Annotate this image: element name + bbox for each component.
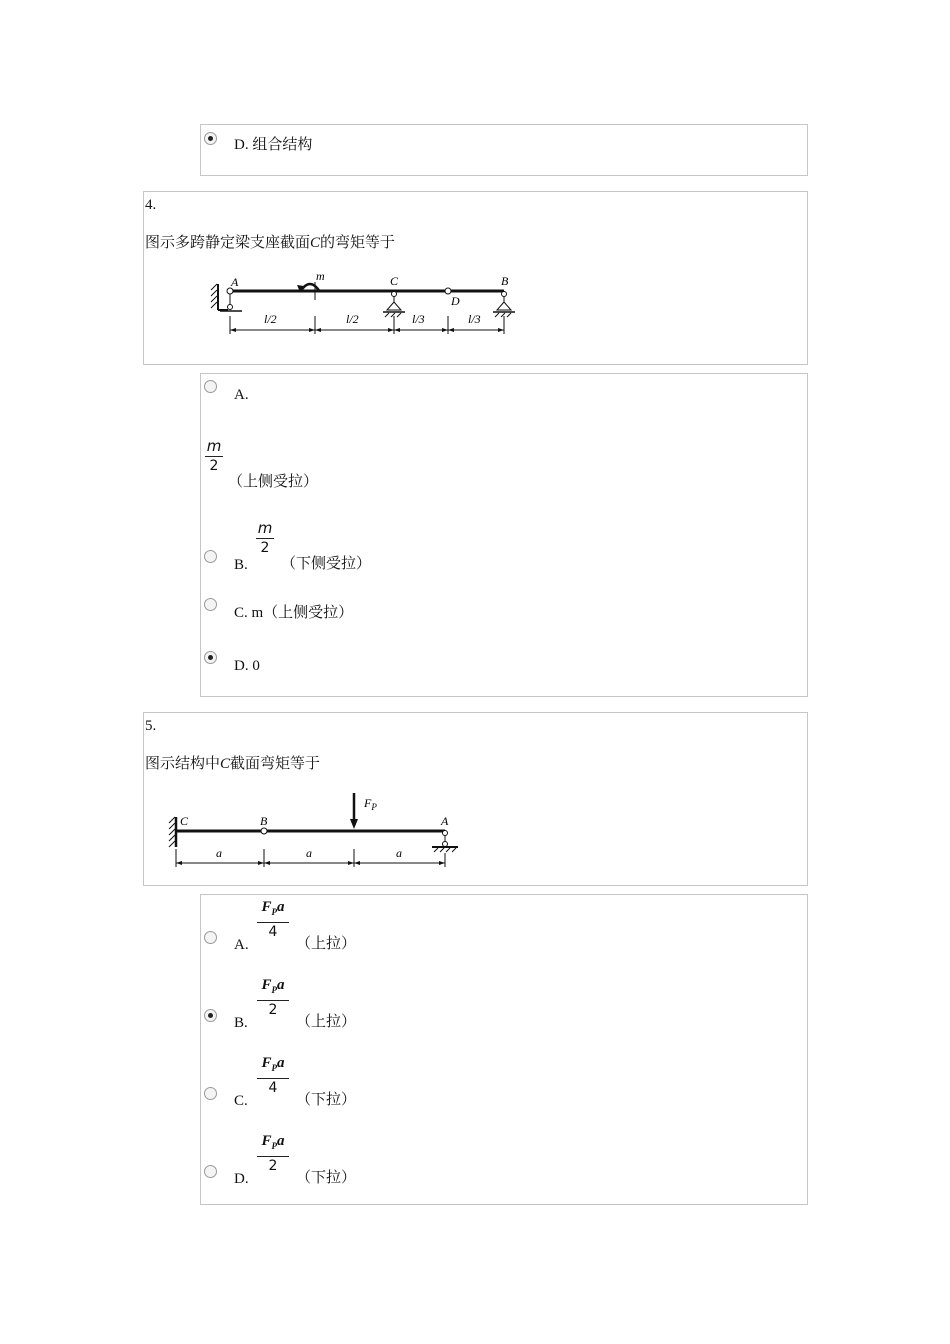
q4-option-c-radio[interactable] xyxy=(204,598,217,611)
q5-option-a-num-f: F xyxy=(261,899,272,915)
q4-label-d: D xyxy=(451,294,460,308)
fraction-bar xyxy=(257,1156,289,1157)
q4-option-a-num: m xyxy=(206,437,222,455)
q4-option-a-den: 2 xyxy=(209,458,219,474)
q4-dim-2: l/2 xyxy=(346,312,359,326)
q5-option-d-radio[interactable] xyxy=(204,1165,217,1178)
q4-option-b-radio[interactable] xyxy=(204,550,217,563)
q5-option-d-num xyxy=(257,1133,289,1155)
q4-beam-figure xyxy=(206,272,526,362)
q5-option-d-num-a: a xyxy=(277,1133,285,1149)
q4-dim-1: l/2 xyxy=(264,312,277,326)
q5-label-c: C xyxy=(180,814,189,828)
q5-option-c-num xyxy=(257,1055,289,1077)
q5-stem xyxy=(145,755,320,773)
q5-dim-1: a xyxy=(216,846,222,860)
q5-option-d-num-f: F xyxy=(261,1133,272,1149)
q5-stem-part2: 截面弯矩等于 xyxy=(230,756,321,772)
q5-label-a: A xyxy=(441,814,449,828)
q5-option-b-suffix: （上拉） xyxy=(296,1014,357,1030)
q5-option-a-fraction xyxy=(257,899,289,940)
q4-option-a-fraction xyxy=(205,438,223,474)
q5-stem-var: C xyxy=(220,756,231,772)
q4-stem-part1: 图示多跨静定梁支座截面 xyxy=(145,235,311,251)
q5-option-a-label: A. xyxy=(234,937,249,953)
q5-option-d-suffix: （下拉） xyxy=(296,1170,357,1186)
q5-option-a-suffix: （上拉） xyxy=(296,936,357,952)
q4-number: 4. xyxy=(145,197,157,213)
q4-option-a-suffix: （上侧受拉） xyxy=(228,474,319,490)
q4-option-a-label: A. xyxy=(234,387,249,403)
q5-option-d-fraction xyxy=(257,1133,289,1174)
q4-dim-3: l/3 xyxy=(412,312,425,326)
q5-option-b-radio[interactable] xyxy=(204,1009,217,1022)
q5-option-a-den: 4 xyxy=(268,924,278,940)
q4-stem xyxy=(145,234,395,252)
fraction-bar xyxy=(257,1078,289,1079)
q5-option-c-num-f: F xyxy=(261,1055,272,1071)
q5-beam-figure xyxy=(164,789,474,879)
q4-stem-part2: 的弯矩等于 xyxy=(320,235,396,251)
q5-option-a-radio[interactable] xyxy=(204,931,217,944)
q4-label-m: m xyxy=(316,272,325,283)
q5-label-b: B xyxy=(260,814,268,828)
q5-option-c-radio[interactable] xyxy=(204,1087,217,1100)
fraction-bar xyxy=(257,922,289,923)
q5-option-b-label: B. xyxy=(234,1015,248,1031)
q3-options-box xyxy=(200,124,808,176)
q4-option-b-label: B. xyxy=(234,557,248,573)
q5-option-d-label: D. xyxy=(234,1171,249,1187)
q5-option-c-num-a: a xyxy=(277,1055,285,1071)
q4-label-b: B xyxy=(501,274,509,288)
q5-stem-part1: 图示结构中 xyxy=(145,756,221,772)
q4-option-d-radio[interactable] xyxy=(204,651,217,664)
q5-option-d-den: 2 xyxy=(268,1158,278,1174)
fraction-bar xyxy=(205,456,223,457)
fraction-bar xyxy=(257,1000,289,1001)
q5-option-b-num xyxy=(257,977,289,999)
q5-label-f-sub: P xyxy=(371,802,377,812)
q5-option-b-den: 2 xyxy=(268,1002,278,1018)
q5-number: 5. xyxy=(145,718,157,734)
q5-options-box xyxy=(200,894,808,1205)
q5-option-c-fraction xyxy=(257,1055,289,1096)
q5-option-d-num-sub: P xyxy=(271,1141,277,1151)
q5-option-a-num xyxy=(257,899,289,921)
q5-label-fp xyxy=(363,796,377,812)
q4-stem-var: C xyxy=(310,235,321,251)
q3-option-d-label: D. 组合结构 xyxy=(234,137,313,153)
q3-option-d-radio[interactable] xyxy=(204,132,217,145)
q5-option-a-num-a: a xyxy=(277,899,285,915)
q4-option-b-fraction xyxy=(256,520,274,556)
q4-option-c-label: C. m（上侧受拉） xyxy=(234,605,354,621)
q5-option-c-den: 4 xyxy=(268,1080,278,1096)
q4-option-d-label: D. 0 xyxy=(234,658,260,674)
q5-option-a-num-sub: P xyxy=(271,907,277,917)
q5-question-box xyxy=(143,712,808,886)
q5-option-b-num-sub: P xyxy=(271,985,277,995)
q4-label-c: C xyxy=(390,274,399,288)
q5-option-b-num-f: F xyxy=(261,977,272,993)
q4-option-b-suffix: （下侧受拉） xyxy=(281,556,372,572)
q4-label-a: A xyxy=(231,275,239,289)
q5-option-c-label: C. xyxy=(234,1093,248,1109)
q5-dim-3: a xyxy=(396,846,402,860)
q5-option-b-fraction xyxy=(257,977,289,1018)
q5-label-f: F xyxy=(364,796,372,810)
q4-option-a-radio[interactable] xyxy=(204,380,217,393)
q5-option-c-suffix: （下拉） xyxy=(296,1092,357,1108)
q4-dim-4: l/3 xyxy=(468,312,481,326)
q5-option-c-num-sub: P xyxy=(271,1063,277,1073)
q5-option-b-num-a: a xyxy=(277,977,285,993)
q5-dim-2: a xyxy=(306,846,312,860)
q4-option-b-den: 2 xyxy=(260,540,270,556)
q4-question-box xyxy=(143,191,808,365)
fraction-bar xyxy=(256,538,274,539)
q4-options-box xyxy=(200,373,808,697)
q4-option-b-num: m xyxy=(257,519,273,537)
